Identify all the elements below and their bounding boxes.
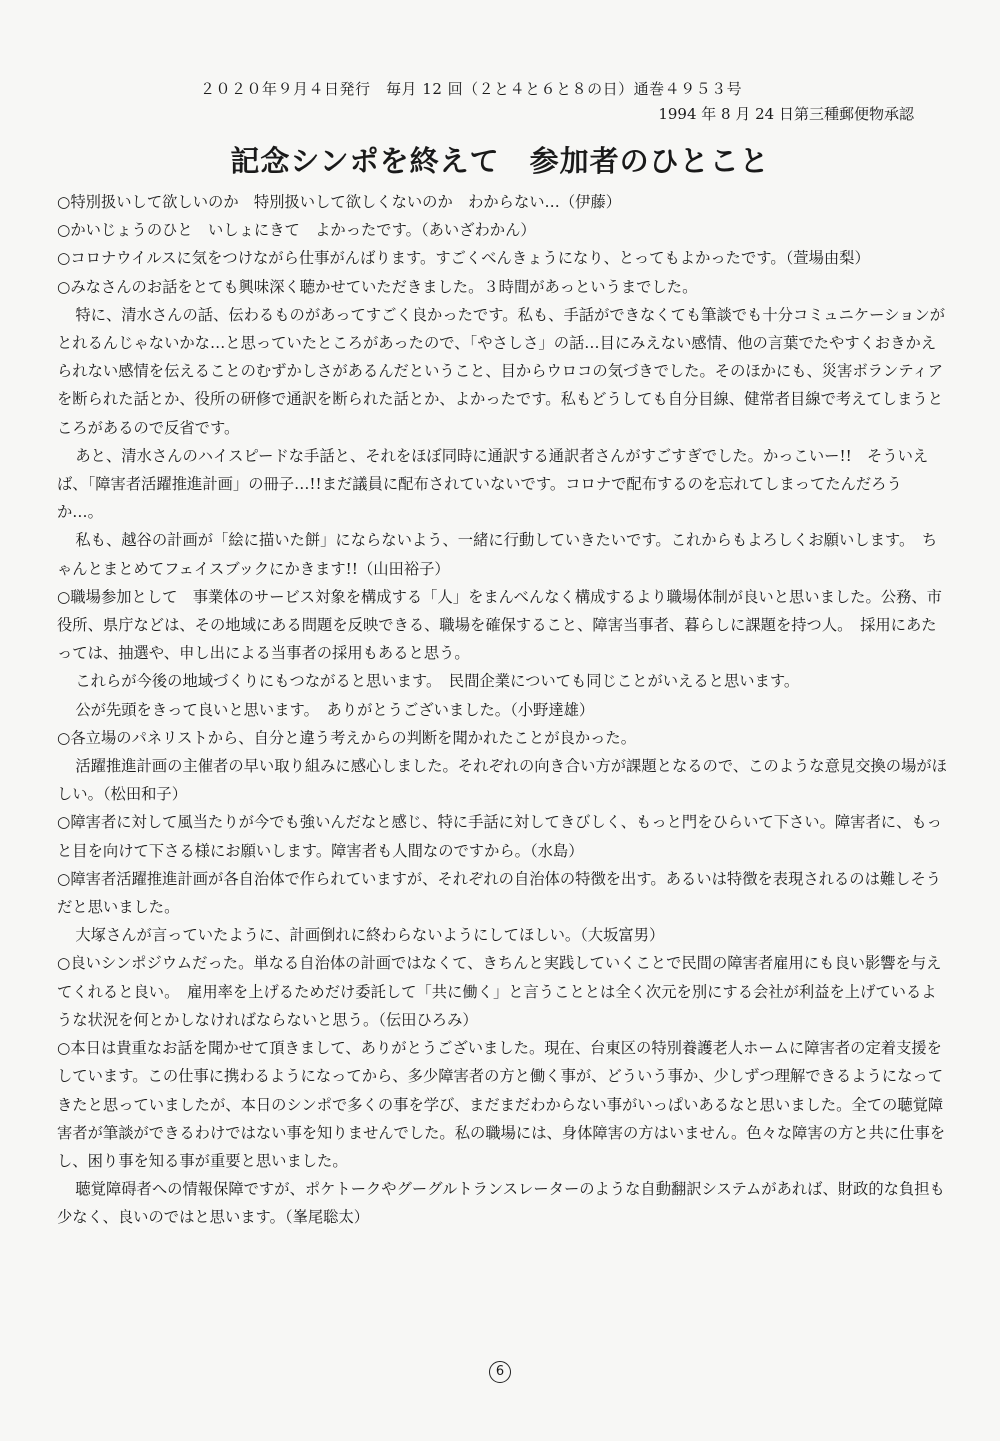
comment-paragraph: ○障害者に対して風当たりが今でも強いんだなと感じ、特に手話に対してきびしく、もっと門をひらいて下さい。障害者に、もっと目を向けて下さる様にお願いします。障害者も人間なのですから。（水島） [57,813,942,860]
comment-paragraph: ○コロナウイルスに気をつけながら仕事がんばります。すごくべんきょうになり、とってもよかったです。（萱場由梨） [57,249,870,268]
comment-paragraph: ○職場参加として 事業体のサービス対象を構成する「人」をまんべんなく構成するより職場体制が良いと思いました。公務、市役所、県庁などは、その地域にある問題を反映できる、職場を確保すること、障害当事者、暮らしに課題を持つ人。 採用にあたっては、抽選や、申し出による当事者の採用もあると思う。 [57,587,942,663]
comment-paragraph: 聴覚障碍者への情報保障ですが、ポケトークやグーグルトランスレーターのような自動翻訳システムがあれば、財政的な負担も少なく、良いのではと思います。（峯尾聡太） [57,1180,945,1227]
comment-paragraph: 活躍推進計画の主催者の早い取り組みに感心しました。それぞれの向き合い方が課題となるので、このような意見交換の場がほしい。（松田和子） [57,757,947,804]
comment-paragraph: ○みなさんのお話をとても興味深く聴かせていただきました。３時間があっというまでした。 [57,277,698,296]
comment-paragraph: 公が先頭をきって良いと思います。 ありがとうございました。（小野達雄） [75,700,595,719]
comment-paragraph: ○各立場のパネリストから、自分と違う考えからの判断を聞かれたことが良かった。 [57,728,637,747]
comment-paragraph: 大塚さんが言っていたように、計画倒れに終わらないようにしてほしい。（大坂富男） [75,926,665,945]
page-title: 記念シンポを終えて 参加者のひとこと [230,144,770,178]
comment-paragraph: ○障害者活躍推進計画が各自治体で作られていますが、それぞれの自治体の特徴を出す。あるいは特徴を表現されるのは難しそうだと思いました。 [57,869,942,917]
comment-paragraph: これらが今後の地域づくりにもつながると思います。 民間企業についても同じことがいえると思います。 [75,672,800,691]
postal-approval: 1994 年 8 月 24 日第三種郵便物承認 [658,105,914,123]
comment-paragraph: あと、清水さんのハイスピードな手話と、それをほぼ同時に通訳する通訳者さんがすごすぎでした。かっこいー!! そういえば、「障害者活躍推進計画」の冊子…!!まだ議員に配布されていないです。コロナで配布するのを忘れてしまってたんだろうか…。 [57,446,929,522]
page-number [0,1360,1000,1383]
publication-info: ２０２０年９月４日発行 毎月 12 回（２と４と６と８の日）通巻４９５３号 [200,80,743,98]
page-number-circle: 6 [489,1361,511,1383]
comment-paragraph: 私も、越谷の計画が「絵に描いた餅」にならないよう、一緒に行動していきたいです。これからもよろしくお願いします。 ちゃんとまとめてフェイスブックにかきます!!（山田裕子） [57,531,938,578]
comment-paragraph: ○特別扱いして欲しいのか 特別扱いして欲しくないのか わからない…（伊藤） [57,193,622,211]
article-body [57,188,947,1232]
comment-paragraph: ○良いシンポジウムだった。単なる自治体の計画ではなくて、きちんと実践していくことで民間の障害者雇用にも良い影響を与えてくれると良い。 雇用率を上げるためだけ委託して「共に働く」と言うこととは全く次元を別にする会社が利益を上げているような状況を何とかしなければならないと思う。（伝田ひろみ） [57,954,942,1029]
comment-paragraph: ○本日は貴重なお話を聞かせて頂きまして、ありがとうございました。現在、台東区の特別養護老人ホームに障害者の定着支援をしています。この仕事に携わるようになってから、多少障害者の方と働く事が、どういう事か、少しずつ理解できるようになってきたと思っていましたが、本日のシンポで多くの事を学び、まだまだわからない事がいっぱいあるなと思いました。全ての聴覚障害者が筆談ができるわけではない事を知りませんでした。私の職場には、身体障害の方はいません。色々な障害の方と共に仕事をし、困り事を知る事が重要と思いました。 [57,1039,946,1170]
comment-paragraph: 特に、清水さんの話、伝わるものがあってすごく良かったです。私も、手話ができなくても筆談でも十分コミュニケーションがとれるんじゃないかな…と思っていたところがあったので、「やさしさ」の話…目にみえない感情、他の言葉でたやすくおきかえられない感情を伝えることのむずかしさがあるんだということ、目からウロコの気づきでした。そのほかにも、災害ボランティアを断られた話とか、役所の研修で通訳を断られた話とか、よかったです。私もどうしても自分目線、健常者目線で考えてしまうところがあるので反省です。 [57,305,945,437]
comment-paragraph: ○かいじょうのひと いしょにきて よかったです。（あいざわかん） [57,221,536,240]
